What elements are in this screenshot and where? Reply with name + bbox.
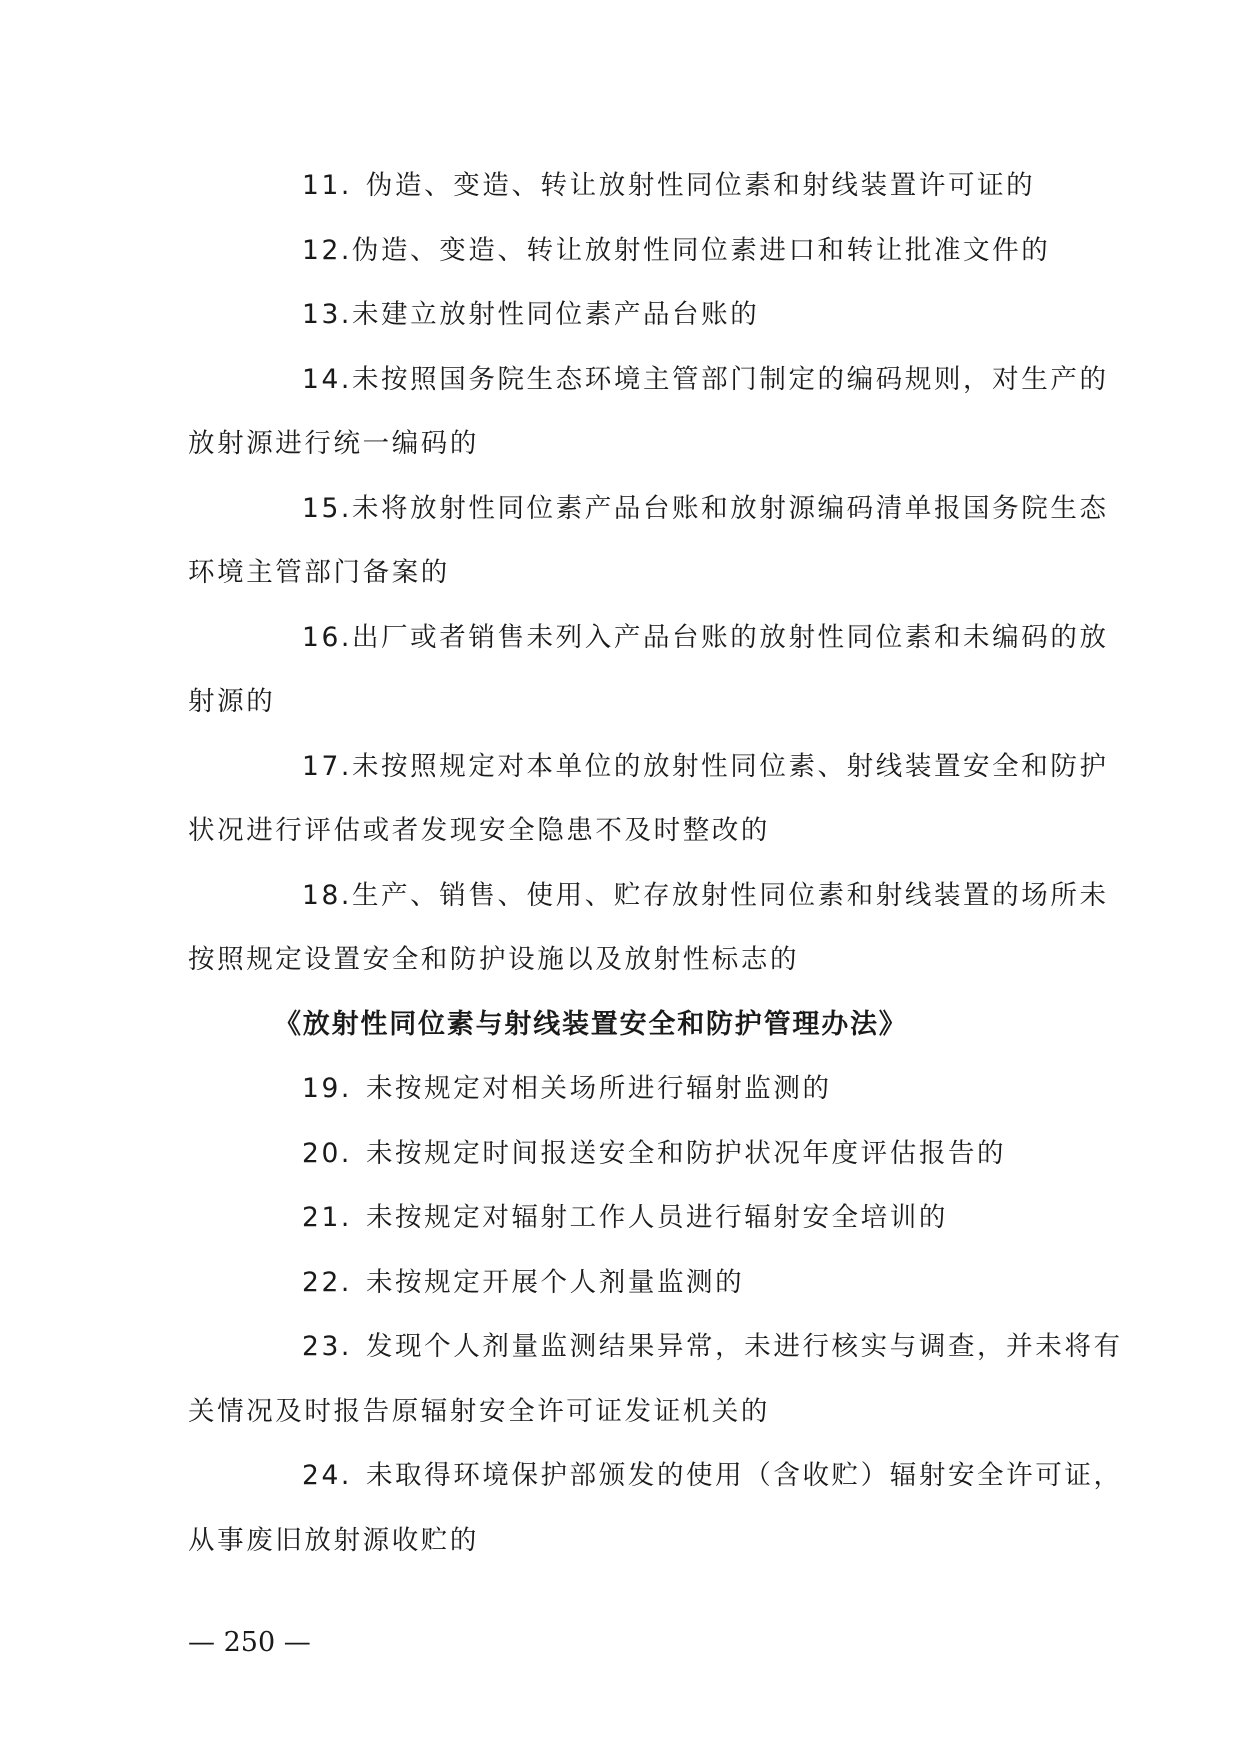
list-item-24 (188, 1444, 1123, 1573)
list-item-16 (188, 606, 1109, 735)
item-text: 生产、销售、使用、贮存放射性同位素和射线装置的场所未 (351, 879, 1109, 911)
list-item-13 (188, 283, 1048, 348)
list-item-line (188, 735, 1109, 800)
list-item-18 (188, 864, 1109, 993)
list-item-22 (188, 1251, 1048, 1316)
page-number: — 250 — (188, 1627, 311, 1658)
item-text: 发现个人剂量监测结果异常，未进行核实与调查，并未将有 (365, 1331, 1123, 1362)
item-text: 未取得环境保护部颁发的使用（含收贮）辐射安全许可证， (365, 1460, 1123, 1491)
section-heading: 《放射性同位素与射线装置安全和防护管理办法》 (274, 1008, 908, 1040)
item-number: 21. (302, 1202, 352, 1233)
item-continuation: 射源的 (188, 686, 276, 717)
item-number: 14. (302, 363, 352, 395)
item-text: 未按规定开展个人剂量监测的 (365, 1266, 745, 1298)
item-text: 未按照国务院生态环境主管部门制定的编码规则，对生产的 (351, 363, 1109, 395)
item-continuation: 按照规定设置安全和防护设施以及放射性标志的 (188, 944, 800, 975)
item-text: 出厂或者销售未列入产品台账的放射性同位素和未编码的放 (351, 621, 1109, 653)
list-item-line (188, 1315, 1123, 1380)
list-item-21 (188, 1186, 1048, 1251)
item-text: 未按照规定对本单位的放射性同位素、射线装置安全和防护 (351, 750, 1109, 782)
list-item-line (188, 606, 1109, 671)
list-item-line (188, 1057, 1048, 1122)
item-number: 11. (302, 170, 352, 201)
item-number: 13. (302, 299, 352, 330)
list-item-20 (188, 1122, 1048, 1187)
item-text: 未按规定对辐射工作人员进行辐射安全培训的 (365, 1202, 948, 1233)
item-text: 未按规定时间报送安全和防护状况年度评估报告的 (365, 1137, 1007, 1169)
item-text: 伪造、变造、转让放射性同位素进口和转让批准文件的 (351, 234, 1051, 266)
list-item-line (188, 864, 1109, 929)
list-item-23 (188, 1315, 1123, 1444)
item-number: 20. (302, 1137, 352, 1169)
list-item-14 (188, 348, 1109, 477)
list-item-line (188, 1186, 1048, 1251)
item-text: 伪造、变造、转让放射性同位素和射线装置许可证的 (365, 170, 1036, 201)
list-item-19 (188, 1057, 1048, 1122)
list-item-11 (188, 154, 1048, 219)
list-item-line (188, 477, 1109, 542)
body-text (188, 154, 1123, 1573)
list-item-line (188, 1251, 1048, 1316)
list-item-line (188, 219, 1051, 284)
item-number: 22. (302, 1266, 352, 1298)
item-continuation: 放射源进行统一编码的 (188, 428, 479, 459)
item-number: 18. (302, 879, 352, 911)
item-number: 12. (302, 234, 352, 266)
list-item-15 (188, 477, 1109, 606)
item-text: 未按规定对相关场所进行辐射监测的 (365, 1073, 832, 1104)
item-continuation: 从事废旧放射源收贮的 (188, 1524, 479, 1556)
list-item-line (188, 1122, 1048, 1187)
item-number: 24. (302, 1460, 352, 1491)
item-number: 19. (302, 1073, 352, 1104)
item-number: 15. (302, 492, 352, 524)
item-number: 16. (302, 621, 352, 653)
item-continuation: 状况进行评估或者发现安全隐患不及时整改的 (188, 815, 770, 846)
item-text: 未将放射性同位素产品台账和放射源编码清单报国务院生态 (351, 492, 1109, 524)
list-item-line (188, 348, 1109, 413)
list-item-12 (188, 219, 1051, 284)
list-item-line (188, 1444, 1123, 1509)
item-number: 23. (302, 1331, 352, 1362)
list-item-line (188, 283, 1048, 348)
item-text: 未建立放射性同位素产品台账的 (351, 299, 760, 330)
item-number: 17. (302, 750, 352, 782)
item-continuation: 关情况及时报告原辐射安全许可证发证机关的 (188, 1395, 770, 1427)
item-continuation: 环境主管部门备案的 (188, 557, 450, 588)
list-item-line (188, 154, 1048, 219)
list-item-17 (188, 735, 1109, 864)
